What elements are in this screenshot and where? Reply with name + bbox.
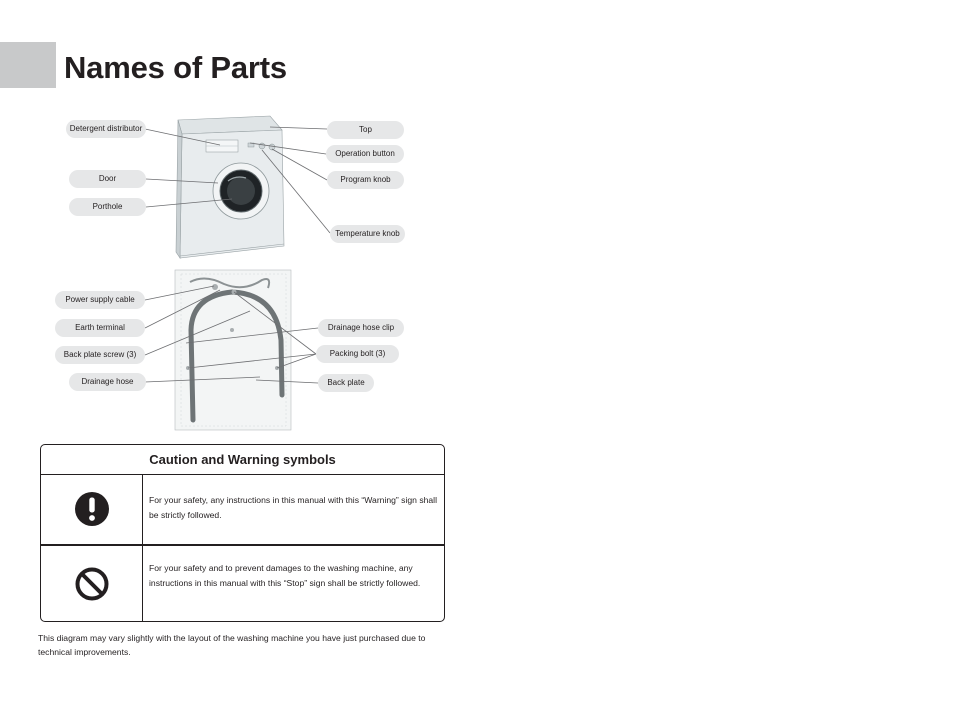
warning-exclamation-icon — [74, 491, 110, 527]
label-back-plate-screw: Back plate screw (3) — [55, 346, 145, 364]
stop-prohibition-icon — [74, 566, 110, 602]
parts-diagram — [0, 0, 470, 440]
label-operation-button: Operation button — [326, 145, 404, 163]
label-temperature-knob: Temperature knob — [330, 225, 405, 243]
page-title: Names of Parts — [64, 50, 287, 85]
stop-description: For your safety and to prevent damages to the washing machine, any instructions in this manual with this “Stop” sign shall be strictly followed. — [149, 563, 421, 588]
label-back-plate: Back plate — [318, 374, 374, 392]
label-power-supply-cable: Power supply cable — [55, 291, 145, 309]
warning-description: For your safety, any instructions in this manual with this “Warning” sign shall be strictly followed. — [149, 495, 438, 520]
label-top: Top — [327, 121, 404, 139]
label-drainage-hose: Drainage hose — [69, 373, 146, 391]
diagram-footnote: This diagram may vary slightly with the layout of the washing machine you have just purchased due to technical improvements. — [38, 633, 426, 657]
caution-warning-table — [40, 444, 445, 622]
label-drainage-hose-clip: Drainage hose clip — [318, 319, 404, 337]
washing-machine-back-illustration — [175, 270, 291, 430]
table-row — [41, 474, 444, 546]
label-porthole: Porthole — [69, 198, 146, 216]
label-earth-terminal: Earth terminal — [55, 319, 145, 337]
washing-machine-front-illustration — [176, 116, 284, 258]
label-packing-bolt: Packing bolt (3) — [316, 345, 399, 363]
table-heading: Caution and Warning symbols — [41, 445, 444, 475]
table-row — [41, 546, 444, 621]
label-program-knob: Program knob — [327, 171, 404, 189]
label-door: Door — [69, 170, 146, 188]
label-detergent-distributor: Detergent distributor — [66, 120, 146, 138]
